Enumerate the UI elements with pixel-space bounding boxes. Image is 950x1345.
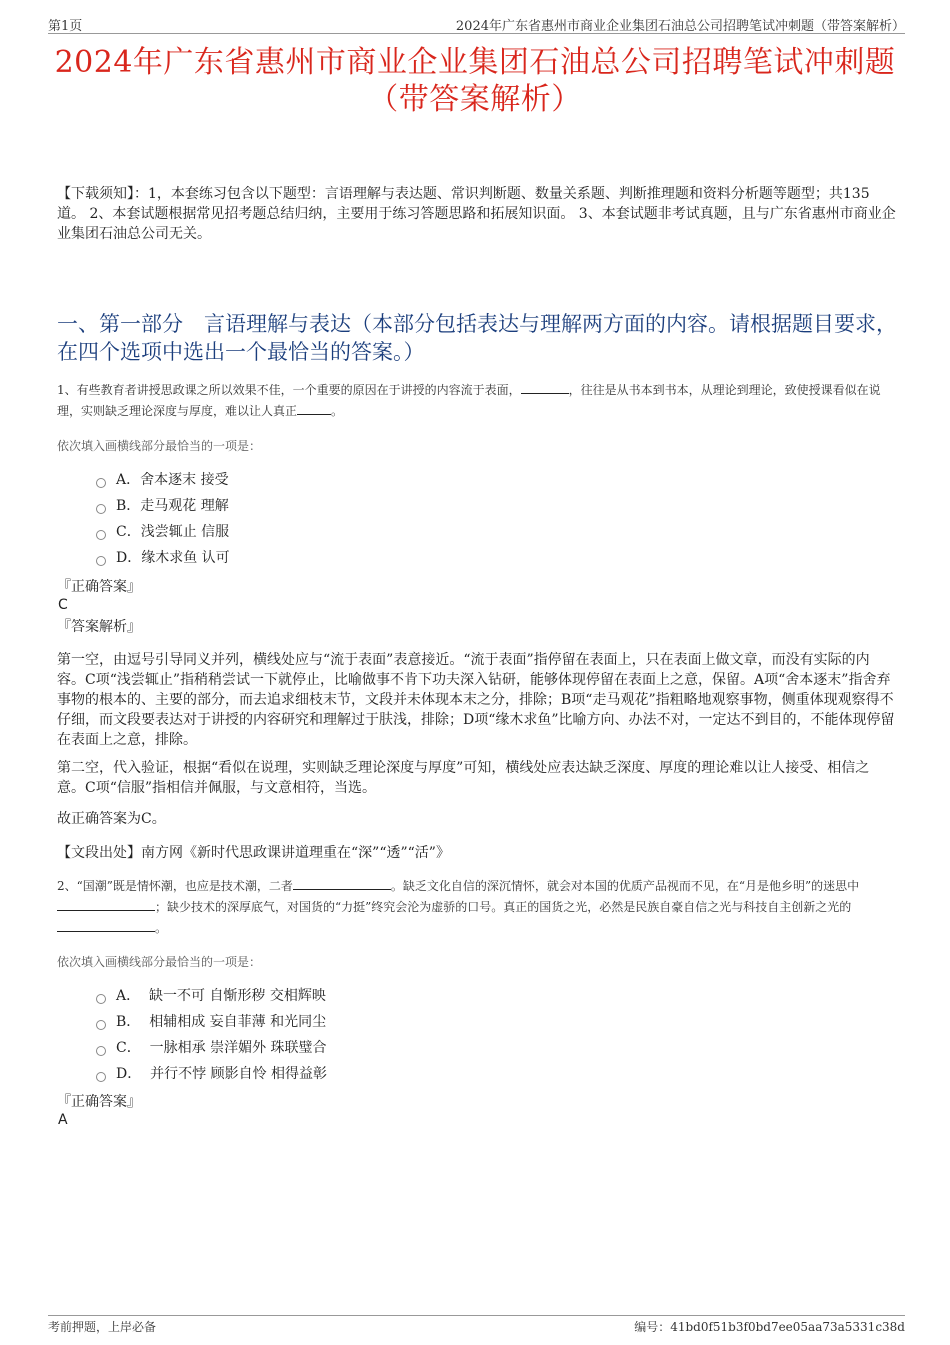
q1-answer-label: 『正确答案』 [57, 579, 141, 595]
q1-analysis-paragraph-1: 第一空，由逗号引导同义并列，横线处应与“流于表面”表意接近。“流于表面”指停留在表面上，只在表面上做文章，而没有实际的内容。C项“浅尝辄止”指稍稍尝试一下就停止，比喻做事不肯下功夫深入钻研，能够体现停留在表面上之意，保留。A项“舍本逐末”指舍弃事物的根本的、主要的部分，而去追求细枝末节，文段并未体现本末之分，排除；B项“走马观花”指粗略地观察事物，侧重体现观察得不仔细，而文段要表达对于讲授的内容研究和理解过于肤浅，排除；D项“缘木求鱼”比喻方向、办法不对，一定达不到目的，不能体现停留在表面上之意，排除。 [57, 652, 895, 748]
option-letter: D． [116, 550, 142, 566]
q1-answer: C [58, 597, 68, 613]
q2-option-a[interactable] [96, 986, 326, 1006]
page-header [48, 13, 905, 34]
blank-1 [293, 876, 391, 890]
option-text: 走马观花 理解 [140, 498, 229, 514]
radio-icon[interactable] [96, 556, 106, 566]
question-1-stem [57, 380, 897, 422]
q2-option-c[interactable] [96, 1038, 327, 1058]
q2-text-1: 2、“国潮”既是情怀潮，也应是技术潮，二者 [57, 879, 293, 893]
title-line-1: 2024年广东省惠州市商业企业集团石油总公司招聘笔试冲刺题 [54, 45, 896, 80]
blank-2 [297, 401, 331, 415]
q1-text-3: 。 [331, 404, 344, 418]
option-letter: C． [116, 524, 141, 540]
option-text: 舍本逐末 接受 [140, 472, 229, 488]
title-line-2: （带答案解析） [368, 82, 582, 117]
radio-icon[interactable] [96, 504, 106, 514]
q1-text-1: 1、有些教育者讲授思政课之所以效果不佳，一个重要的原因在于讲授的内容流于表面， [57, 383, 521, 397]
option-text: 缺一不可 自惭形秽 交相辉映 [149, 988, 326, 1004]
option-letter: B． [116, 1014, 141, 1030]
q1-text-2: ，往往是从书本到书本，从理论到理论，致使授课看似在说理，实则缺乏理论深度与厚度，难以让人真正 [57, 383, 881, 418]
option-text: 一脉相承 崇洋媚外 珠联璧合 [149, 1040, 327, 1056]
option-letter: D． [116, 1066, 142, 1082]
q2-option-b[interactable] [96, 1012, 326, 1032]
option-letter: A． [116, 988, 141, 1004]
option-text: 缘木求鱼 认可 [141, 550, 230, 566]
q1-source: 【文段出处】南方网《新时代思政课讲道理重在“深”“透”“活”》 [57, 845, 450, 861]
page-number: 第1页 [48, 19, 83, 34]
option-text: 浅尝辄止 信服 [140, 524, 230, 540]
option-letter: C． [116, 1040, 141, 1056]
q1-analysis-label: 『答案解析』 [57, 619, 141, 635]
blank-3 [57, 918, 155, 932]
q2-text-2: 。缺乏文化自信的深沉情怀，就会对本国的优质产品视而不见，在“月是他乡明”的迷思中 [390, 879, 860, 893]
question-2-stem [57, 876, 897, 939]
page-footer [48, 1315, 905, 1334]
radio-icon[interactable] [96, 1046, 106, 1056]
q1-analysis-conclusion: 故正确答案为C。 [57, 811, 166, 827]
footer-doc-id: 编号：41bd0f51b3f0bd7ee05aa73a5331c38d [634, 1320, 905, 1334]
document-title [40, 44, 910, 118]
option-text: 相辅相成 妄自菲薄 和光同尘 [149, 1014, 327, 1030]
q1-analysis-paragraph-2: 第二空，代入验证，根据“看似在说理，实则缺乏理论深度与厚度”可知，横线处应表达缺乏深度、厚度的理论难以让人接受、相信之意。C项“信服”指相信并佩服，与文意相符，当选。 [57, 760, 870, 796]
q1-option-d[interactable] [96, 548, 230, 568]
option-letter: A． [116, 472, 141, 488]
radio-icon[interactable] [96, 1020, 106, 1030]
header-doc-title: 2024年广东省惠州市商业企业集团石油总公司招聘笔试冲刺题（带答案解析） [455, 19, 905, 34]
footer-slogan: 考前押题，上岸必备 [48, 1320, 157, 1334]
radio-icon[interactable] [96, 1072, 106, 1082]
q2-answer-label: 『正确答案』 [57, 1094, 141, 1110]
q2-option-d[interactable] [96, 1064, 327, 1084]
radio-icon[interactable] [96, 994, 106, 1004]
section-heading: 一、第一部分 言语理解与表达（本部分包括表达与理解两方面的内容。请根据题目要求，在四个选项中选出一个最恰当的答案。） [57, 312, 897, 364]
blank-2 [57, 897, 155, 911]
download-notice: 【下载须知】：1，本套练习包含以下题型：言语理解与表达题、常识判断题、数量关系题、判断推理题和资料分析题等题型；共135道。 2、本套试题根据常见招考题总结归纳，主要用于练习答题思路和拓展知识面。 3、本套试题非考试真题，且与广东省惠州市商业企业集团石油总公司无关。 [57, 186, 896, 242]
q1-option-c[interactable] [96, 522, 229, 542]
q2-answer: A [58, 1112, 68, 1128]
option-letter: B． [116, 498, 141, 514]
q2-text-3: ；缺少技术的深厚底气，对国货的“力挺”终究会沦为虚骄的口号。真正的国货之光，必然是民族自豪自信之光与科技自主创新之光的 [155, 900, 852, 914]
radio-icon[interactable] [96, 530, 106, 540]
option-text: 并行不悖 顾影自怜 相得益彰 [150, 1066, 328, 1082]
radio-icon[interactable] [96, 478, 106, 488]
blank-1 [521, 380, 569, 394]
q2-text-4: 。 [155, 921, 168, 935]
question-1-prompt: 依次填入画横线部分最恰当的一项是： [57, 439, 262, 453]
question-2-prompt: 依次填入画横线部分最恰当的一项是： [57, 955, 262, 969]
q1-option-a[interactable] [96, 470, 229, 490]
q1-option-b[interactable] [96, 496, 229, 516]
